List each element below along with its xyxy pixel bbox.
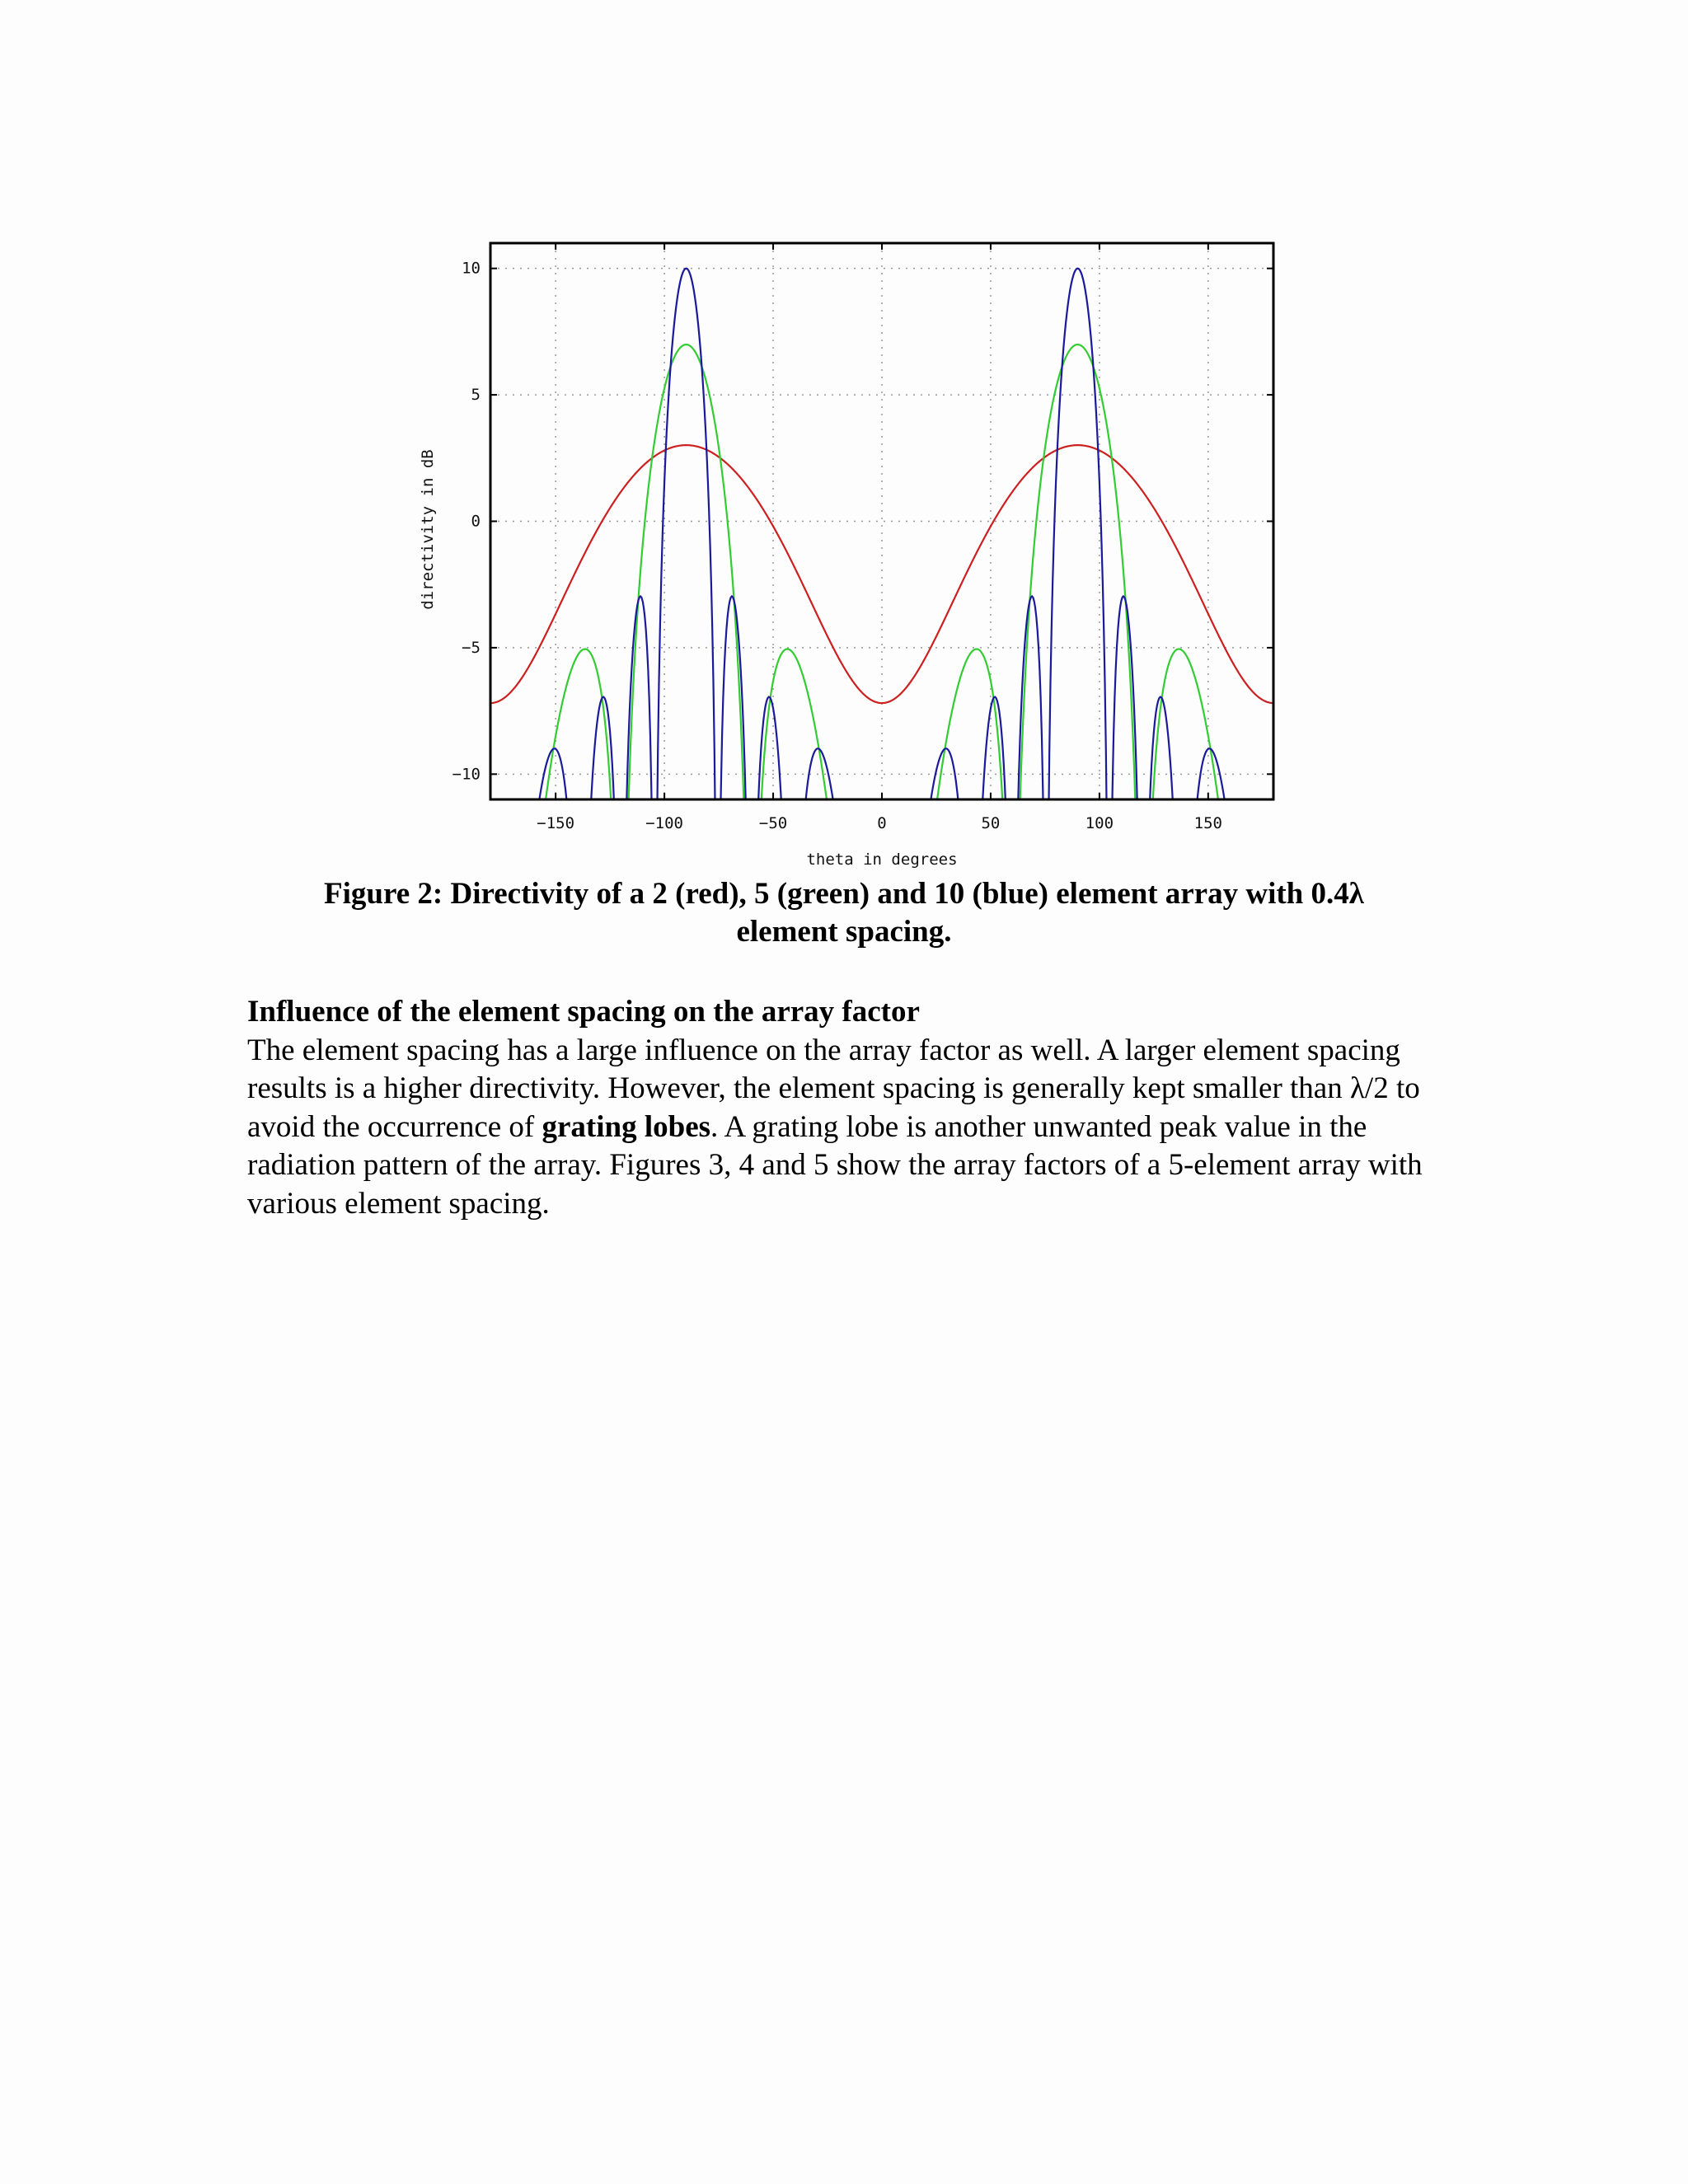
x-tick-label: −150 xyxy=(537,814,575,832)
series-line-5-element xyxy=(490,344,1273,850)
x-tick-label: 100 xyxy=(1085,814,1114,832)
caption-line-1: Figure 2: Directivity of a 2 (red), 5 (green) and 10 (blue) element array with 0.4λ xyxy=(324,877,1364,911)
series-line-2-element xyxy=(490,445,1273,703)
y-tick-label: 5 xyxy=(471,386,481,405)
paragraph-text-end: . A grating lobe is another unwanted peak value in the radiation pattern of the array. Figures 3, 4 and 5 show the array factors of a 5-element array with various element spacing. xyxy=(247,1109,1423,1221)
y-tick-label: −5 xyxy=(462,638,481,657)
section-element-spacing xyxy=(247,993,1467,1223)
x-tick-label: −50 xyxy=(758,814,788,832)
grating-lobes-term: grating lobes xyxy=(542,1109,711,1144)
x-tick-label: −100 xyxy=(645,814,683,832)
directivity-chart xyxy=(396,231,1302,890)
section-paragraph xyxy=(247,1032,1467,1224)
figure-caption xyxy=(247,875,1441,951)
y-tick-label: 0 xyxy=(471,512,481,531)
paragraph-text-start: The element spacing has a large influence on the array factor as well. A larger element spacing results is a higher directivity. However, the element spacing is generally kept smaller than λ/2 to avoid the occurrence of xyxy=(247,1033,1420,1144)
figure-2 xyxy=(396,231,1302,890)
x-tick-label: 150 xyxy=(1193,814,1222,832)
x-tick-label: 50 xyxy=(981,814,1001,832)
y-tick-label: 10 xyxy=(462,259,481,278)
caption-line-2: element spacing. xyxy=(736,915,952,949)
y-axis-title: directivity in dB xyxy=(419,449,437,610)
y-tick-label: −10 xyxy=(452,765,481,784)
x-axis-title: theta in degrees xyxy=(806,851,958,869)
x-tick-label: 0 xyxy=(877,814,887,832)
section-heading: Influence of the element spacing on the array factor xyxy=(247,995,920,1029)
